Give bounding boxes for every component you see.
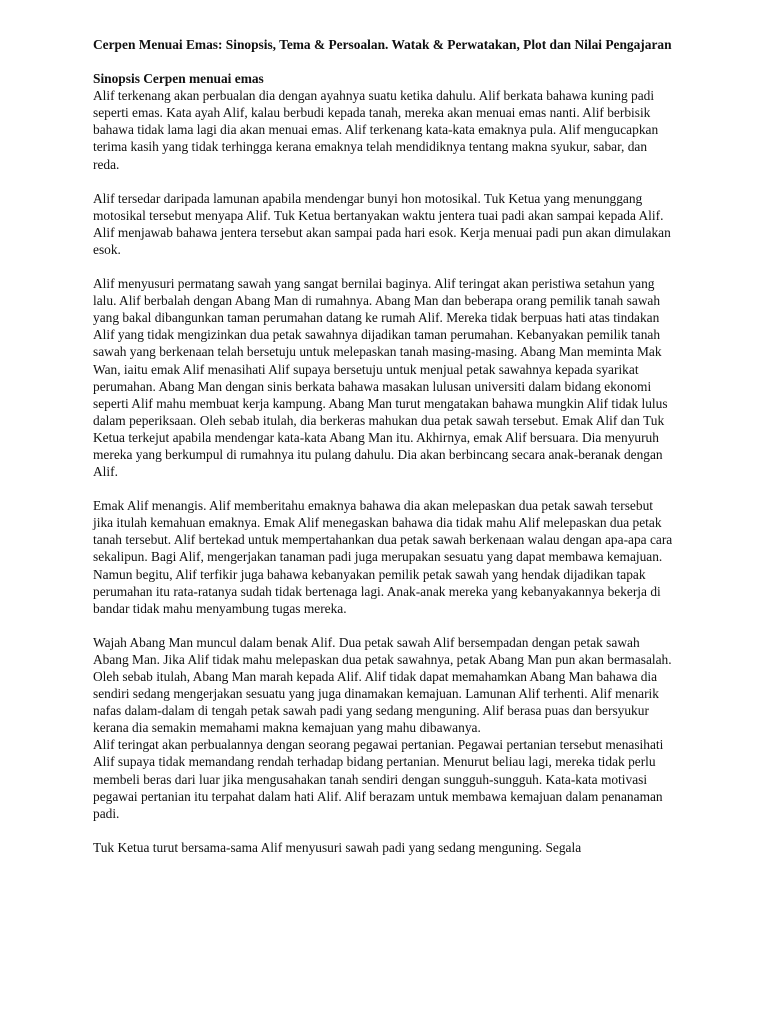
section-heading: Sinopsis Cerpen menuai emas: [93, 71, 264, 87]
document-page: [93, 36, 673, 873]
document-title: Cerpen Menuai Emas: Sinopsis, Tema & Persoalan. Watak & Perwatakan, Plot dan Nilai Pengajaran: [93, 37, 672, 52]
paragraph-1: Alif terkenang akan perbualan dia dengan ayahnya suatu ketika dahulu. Alif berkata bahawa kuning padi seperti emas. Kata ayah Alif, kalau berbudi kepada tanah, mereka akan menuai emas nanti. Alif berbisik bahawa tidak lama lagi dia akan menuai emas. Alif terkenang kata-kata emaknya pula. Alif mengucapkan terima kasih yang tidak terhingga kerana emaknya telah mendidiknya tentang makna syukur, sabar, dan reda.: [93, 88, 659, 172]
paragraph-7: Tuk Ketua turut bersama-sama Alif menyusuri sawah padi yang sedang menguning. Segala: [93, 839, 582, 855]
paragraph-5: Wajah Abang Man muncul dalam benak Alif. Dua petak sawah Alif bersempadan dengan petak sawah Abang Man. Jika Alif tidak mahu melepaskan dua petak sawahnya, petak Abang Man pun akan bermasalah. Oleh sebab itulah, Abang Man marah kepada Alif. Alif tidak dapat memahamkan Abang Man bahawa dia sendiri sedang mengerjakan sesuatu yang juga dinamakan kemajuan. Lamunan Alif terhenti. Alif menarik nafas dalam-dalam di tengah petak sawah padi yang sedang menguning. Alif berasa puas dan bersyukur kerana dia semakin memahami makna kemajuan yang mahu dibawanya.: [93, 634, 672, 736]
paragraph-6: Alif teringat akan perbualannya dengan seorang pegawai pertanian. Pegawai pertanian tersebut menasihati Alif supaya tidak memandang rendah terhadap bidang pertanian. Menurut beliau lagi, mereka tidak perlu membeli beras dari luar jika mengusahakan tanah sendiri dengan sungguh-sungguh. Kata-kata motivasi pegawai pertanian itu terpahat dalam hati Alif. Alif berazam untuk membawa kemajuan dalam penanaman padi.: [93, 737, 664, 821]
paragraph-3: Alif menyusuri permatang sawah yang sangat bernilai baginya. Alif teringat akan peristiwa setahun yang lalu. Alif berbalah dengan Abang Man di rumahnya. Abang Man dan beberapa orang pemilik tanah sawah yang bakal dibangunkan taman perumahan datang ke rumah Alif. Mereka tidak berpuas hati atas tindakan Alif yang tidak mengizinkan dua petak sawahnya dijadikan taman perumahan. Kebanyakan pemilik tanah sawah yang berkenaan telah bersetuju untuk melepaskan tanah masing-masing. Abang Man meminta Mak Wan, iaitu emak Alif menasihati Alif supaya bersetuju untuk menjual petak sawahnya kepada syarikat perumahan. Abang Man dengan sinis berkata bahawa masakan lulusan universiti dalam bidang ekonomi seperti Alif mahu membuat kerja kampung. Abang Man turut mengatakan bahawa mungkin Alif tidak lulus dalam peperiksaan. Oleh sebab itulah, dia berkeras mahukan dua petak sawah tersebut. Emak Alif dan Tuk Ketua terkejut apabila mendengar kata-kata Abang Man itu. Akhirnya, emak Alif bersuara. Dia menyuruh mereka yang berkumpul di rumahnya itu pulang dahulu. Dia akan berbincang secara anak-beranak dengan Alif.: [93, 276, 668, 480]
paragraph-2: Alif tersedar daripada lamunan apabila mendengar bunyi hon motosikal. Tuk Ketua yang menunggang motosikal tersebut menyapa Alif. Tuk Ketua bertanyakan waktu jentera tuai padi akan sampai kepada Alif. Alif menjawab bahawa jentera tersebut akan sampai pada hari esok. Kerja menuai padi pun akan dimulakan esok.: [93, 190, 671, 257]
paragraph-4: Emak Alif menangis. Alif memberitahu emaknya bahawa dia akan melepaskan dua petak sawah tersebut jika itulah kemahuan emaknya. Emak Alif menegaskan bahawa dia tidak mahu Alif melepaskan dua petak tanah tersebut. Alif bertekad untuk mempertahankan dua petak sawah berkenaan walau dengan apa-apa cara sekalipun. Bagi Alif, mengerjakan tanaman padi juga merupakan sesuatu yang dapat membawa kemajuan. Namun begitu, Alif terfikir juga bahawa kebanyakan pemilik petak sawah yang hendak dijadikan tapak perumahan itu rata-ratanya sudah tidak bertenaga lagi. Anak-anak mereka yang kebanyakannya bekerja di bandar tidak mahu menyambung tugas mereka.: [93, 498, 673, 616]
